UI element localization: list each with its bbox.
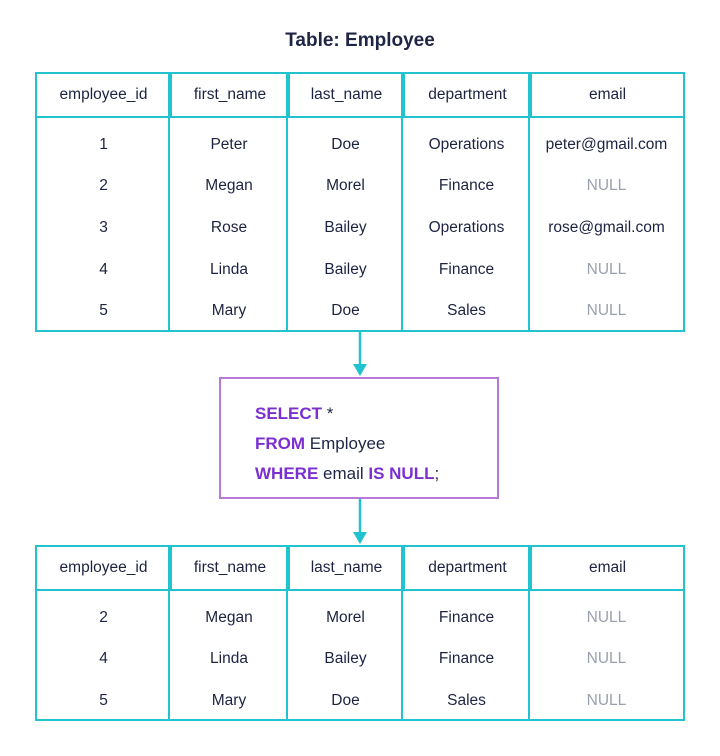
cell-employee-id: 4 <box>99 260 108 278</box>
cell-first-name: Mary <box>211 691 247 709</box>
cell-email: rose@gmail.com <box>548 218 665 236</box>
cell-employee-id: 2 <box>99 177 108 195</box>
cell-last-name: Bailey <box>324 260 367 278</box>
header-employee-id: employee_id <box>59 86 148 103</box>
cell-first-name: Rose <box>210 218 248 236</box>
where-keyword: WHERE <box>255 464 319 483</box>
cell-department: Finance <box>438 177 495 195</box>
cell-department: Finance <box>438 608 495 626</box>
cell-email: NULL <box>586 608 627 626</box>
employee-table-body <box>37 118 683 332</box>
header-email: email <box>530 547 683 589</box>
column-divider <box>401 74 403 330</box>
result-table-body <box>37 591 683 722</box>
cell-email: NULL <box>586 260 627 278</box>
cell-first-name: Megan <box>205 177 253 195</box>
from-keyword: FROM <box>255 434 306 453</box>
query-terminator: ; <box>434 464 440 483</box>
header-email: email <box>530 74 683 116</box>
diagram-title: Table: Employee <box>285 30 435 51</box>
cell-employee-id: 2 <box>99 608 108 626</box>
header-department: department <box>403 547 530 589</box>
cell-email: NULL <box>586 650 627 668</box>
employee-table-header <box>37 74 683 118</box>
query-line-select <box>255 399 497 429</box>
result-table-header <box>37 547 683 591</box>
cell-last-name: Doe <box>331 135 360 153</box>
header-first-name: first_name <box>170 74 288 116</box>
cell-employee-id: 5 <box>99 691 108 709</box>
column-divider <box>286 547 288 719</box>
cell-employee-id: 1 <box>99 135 108 153</box>
cell-department: Operations <box>428 135 505 153</box>
cell-department: Finance <box>438 260 495 278</box>
header-employee-id: employee_id <box>59 559 148 576</box>
query-line-from <box>255 429 497 459</box>
sql-query-box <box>219 377 499 499</box>
cell-last-name: Doe <box>331 302 360 320</box>
header-last-name: last_name <box>288 74 403 116</box>
is-null-keyword: IS NULL <box>368 464 435 483</box>
down-arrow-icon <box>352 332 368 377</box>
cell-first-name: Linda <box>210 260 248 278</box>
cell-employee-id: 4 <box>99 650 108 668</box>
column-divider <box>168 547 170 719</box>
column-divider <box>401 547 403 719</box>
cell-email: peter@gmail.com <box>545 135 668 153</box>
cell-last-name: Morel <box>326 608 365 626</box>
cell-first-name: Megan <box>205 608 253 626</box>
where-column: email <box>318 464 369 483</box>
cell-employee-id: 5 <box>99 302 108 320</box>
header-first-name: first_name <box>170 547 288 589</box>
cell-first-name: Linda <box>210 650 248 668</box>
from-table: Employee <box>305 434 386 453</box>
header-department: department <box>403 74 530 116</box>
column-divider <box>168 74 170 330</box>
cell-employee-id: 3 <box>99 218 108 236</box>
cell-email: NULL <box>586 177 627 195</box>
cell-first-name: Peter <box>210 135 248 153</box>
cell-email: NULL <box>586 302 627 320</box>
cell-department: Sales <box>447 691 486 709</box>
cell-last-name: Morel <box>326 177 365 195</box>
cell-email: NULL <box>586 691 627 709</box>
cell-department: Operations <box>428 218 505 236</box>
result-table <box>35 545 685 721</box>
cell-department: Finance <box>438 650 495 668</box>
query-line-where <box>255 459 497 489</box>
header-last-name: last_name <box>288 547 403 589</box>
column-divider <box>528 547 530 719</box>
employee-table <box>35 72 685 332</box>
cell-last-name: Doe <box>331 691 360 709</box>
cell-last-name: Bailey <box>324 218 367 236</box>
column-divider <box>528 74 530 330</box>
select-keyword: SELECT <box>255 404 323 423</box>
column-divider <box>286 74 288 330</box>
down-arrow-icon <box>352 499 368 545</box>
cell-first-name: Mary <box>211 302 247 320</box>
cell-department: Sales <box>447 302 486 320</box>
cell-last-name: Bailey <box>324 650 367 668</box>
select-columns: * <box>322 404 334 423</box>
